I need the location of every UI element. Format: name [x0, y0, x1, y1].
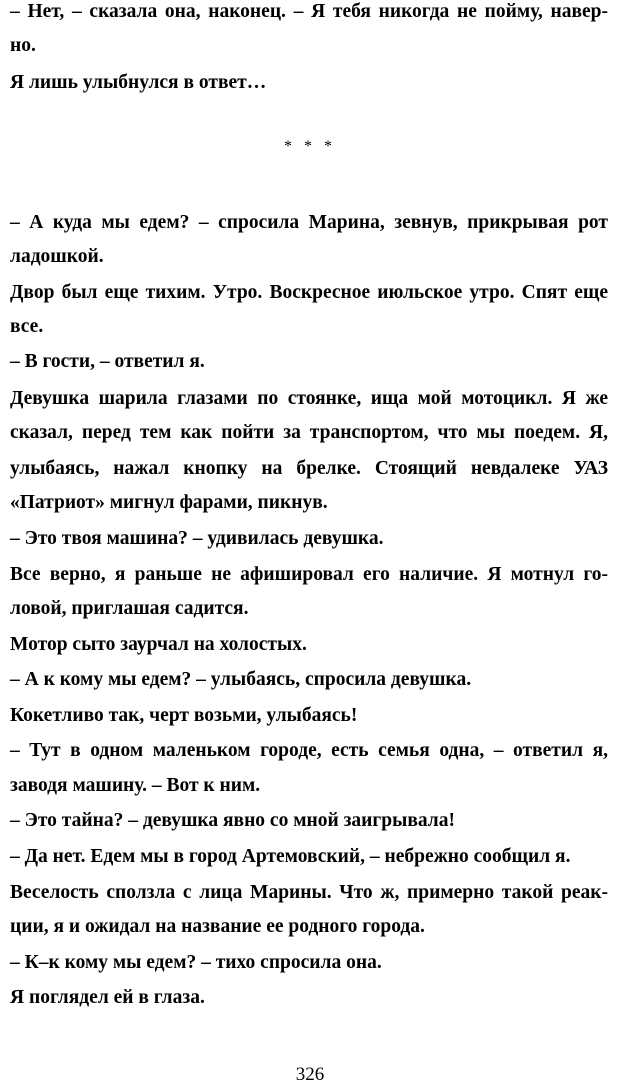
text-line: сказал, перед тем как пойти за транспортом, что мы поедем. Я,	[10, 422, 608, 443]
page-number: 326	[295, 1064, 325, 1085]
section-separator: * * *	[284, 138, 336, 155]
text-line: Я лишь улыбнулся в ответ…	[10, 72, 267, 93]
text-line: – Это твоя машина? – удивилась девушка.	[10, 528, 384, 549]
text-line: – Нет, – сказала она, наконец. – Я тебя никогда не пойму, навер-	[10, 1, 608, 22]
text-line: Двор был еще тихим. Утро. Воскресное июльское утро. Спят еще	[10, 282, 608, 303]
text-line: Девушка шарила глазами по стоянке, ища мой мотоцикл. Я же	[10, 388, 608, 409]
text-line: Мотор сыто заурчал на холостых.	[10, 634, 307, 655]
text-line: – В гости, – ответил я.	[10, 351, 205, 372]
text-line: Все верно, я раньше не афишировал его наличие. Я мотнул го-	[10, 564, 608, 585]
text-line: но.	[10, 35, 36, 56]
text-line: улыбаясь, нажал кнопку на брелке. Стоящий невдалеке УАЗ	[10, 458, 608, 479]
text-line: – А к кому мы едем? – улыбаясь, спросила девушка.	[10, 669, 472, 690]
text-line: – А куда мы едем? – спросила Марина, зевнув, прикрывая рот	[10, 212, 608, 233]
text-line: – Это тайна? – девушка явно со мной заигрывала!	[10, 810, 455, 831]
text-line: ции, я и ожидал на название ее родного города.	[10, 916, 425, 937]
text-line: – Тут в одном маленьком городе, есть семья одна, – ответил я,	[10, 740, 608, 761]
text-line: – К–к кому мы едем? – тихо спросила она.	[10, 952, 382, 973]
text-line: Кокетливо так, черт возьми, улыбаясь!	[10, 705, 358, 726]
text-line: «Патриот» мигнул фарами, пикнув.	[10, 492, 328, 513]
text-line: Веселость сползла с лица Марины. Что ж, примерно такой реак-	[10, 882, 608, 903]
text-line: ладошкой.	[10, 246, 104, 267]
text-line: все.	[10, 316, 44, 337]
text-line: ловой, приглашая садится.	[10, 598, 249, 619]
text-line: – Да нет. Едем мы в город Артемовский, – небрежно сообщил я.	[10, 846, 571, 867]
text-line: Я поглядел ей в глаза.	[10, 987, 205, 1008]
text-line: заводя машину. – Вот к ним.	[10, 775, 261, 796]
